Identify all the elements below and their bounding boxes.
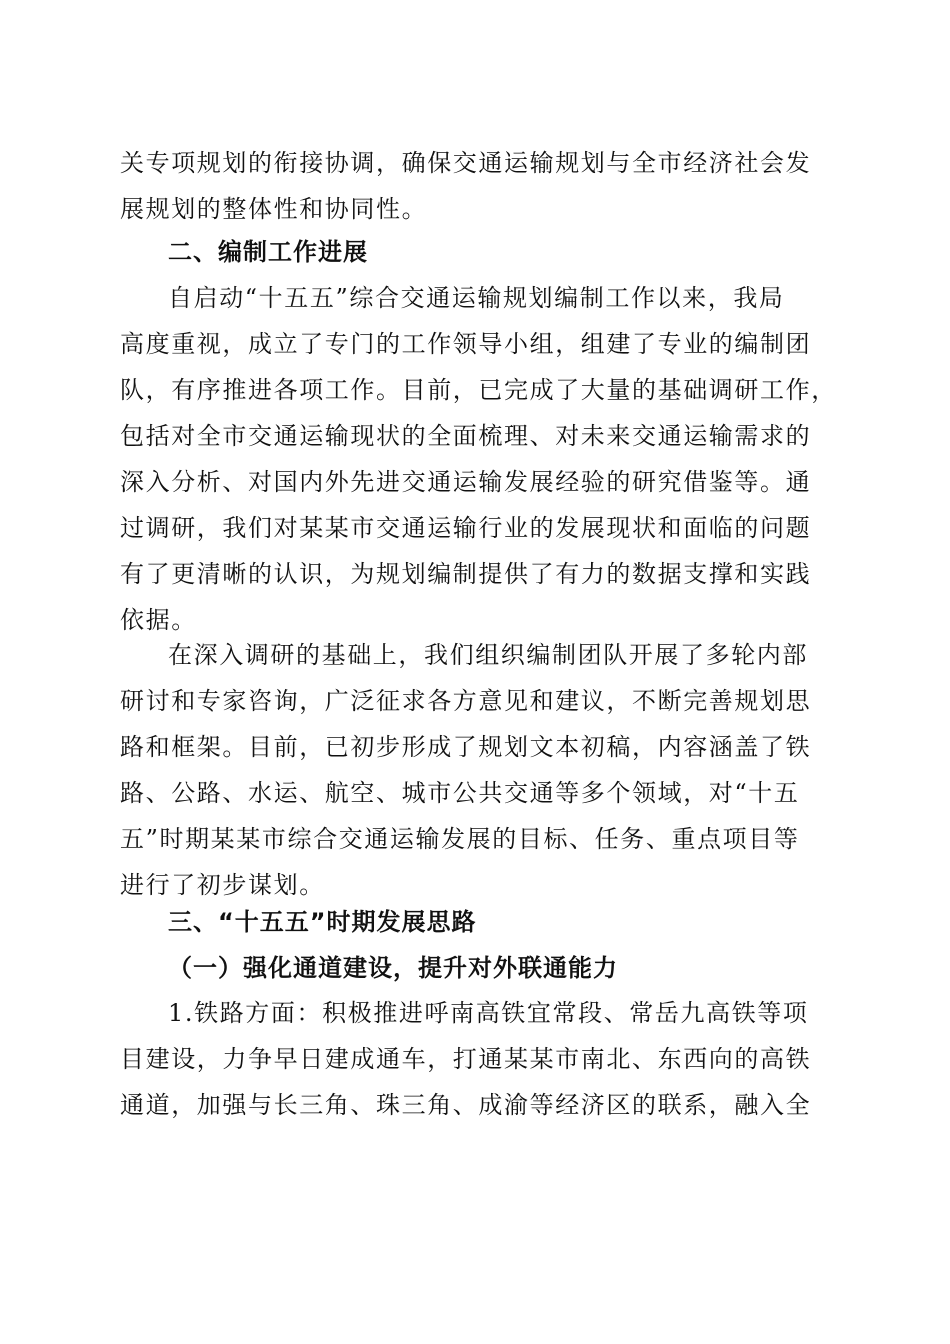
- paragraph-line: 通道，加强与长三角、珠三角、成渝等经济区的联系，融入全: [120, 1091, 812, 1119]
- paragraph-line: 路、公路、水运、航空、城市公共交通等多个领域，对“十五: [120, 779, 800, 807]
- paragraph-line: 关专项规划的衔接协调，确保交通运输规划与全市经济社会发: [120, 149, 812, 177]
- section-heading: 二、编制工作进展: [168, 238, 368, 266]
- section-3-subheading-block: [120, 945, 832, 991]
- paragraph-line: 自启动“十五五”综合交通运输规划编制工作以来，我局: [168, 284, 785, 312]
- paragraph-line: 包括对全市交通运输现状的全面梳理、对未来交通运输需求的: [120, 422, 812, 450]
- paragraph-line: 深入分析、对国内外先进交通运输发展经验的研究借鉴等。通: [120, 468, 812, 496]
- paragraph-line: 五”时期某某市综合交通运输发展的目标、任务、重点项目等: [120, 825, 800, 853]
- section-3-item-1: [120, 990, 832, 1128]
- paragraph-line: 进行了初步谋划。: [120, 871, 325, 899]
- paragraph-line: 在深入调研的基础上，我们组织编制团队开展了多轮内部: [168, 641, 808, 669]
- section-2-paragraph-2: [120, 632, 832, 908]
- paragraph-line: 依据。: [120, 606, 197, 634]
- paragraph-line: 目建设，力争早日建成通车，打通某某市南北、东西向的高铁: [120, 1045, 812, 1073]
- continuation-paragraph: [120, 140, 832, 232]
- section-subheading: （一）强化通道建设，提升对外联通能力: [168, 953, 618, 982]
- section-2-paragraph-1: [120, 275, 837, 643]
- section-2-heading-block: [120, 229, 832, 275]
- paragraph-line: 有了更清晰的认识，为规划编制提供了有力的数据支撑和实践: [120, 560, 812, 588]
- paragraph-line: 展规划的整体性和协同性。: [120, 195, 428, 223]
- paragraph-line: 队，有序推进各项工作。目前，已完成了大量的基础调研工作，: [120, 376, 837, 404]
- paragraph-line: 高度重视，成立了专门的工作领导小组，组建了专业的编制团: [120, 330, 812, 358]
- paragraph-line: 路和框架。目前，已初步形成了规划文本初稿，内容涵盖了铁: [120, 733, 812, 761]
- paragraph-line: 1.铁路方面：积极推进呼南高铁宜常段、常岳九高铁等项: [168, 999, 809, 1027]
- section-heading: 三、“十五五”时期发展思路: [168, 908, 477, 936]
- paragraph-line: 研讨和专家咨询，广泛征求各方意见和建议，不断完善规划思: [120, 687, 812, 715]
- paragraph-line: 过调研，我们对某某市交通运输行业的发展现状和面临的问题: [120, 514, 812, 542]
- section-3-heading-block: [120, 899, 832, 945]
